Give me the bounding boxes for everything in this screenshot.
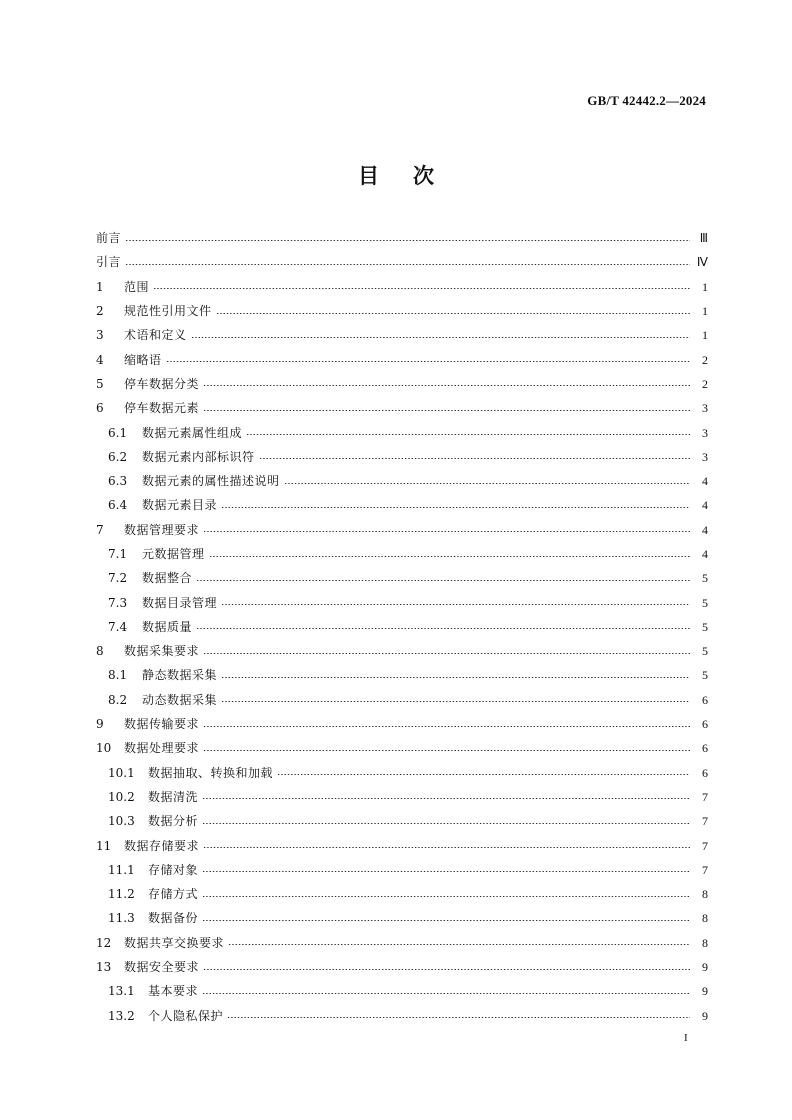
toc-entry-page: Ⅳ — [696, 255, 708, 270]
toc-dot-leader — [202, 798, 690, 799]
toc-entry[interactable] — [96, 542, 708, 566]
toc-entry[interactable] — [96, 615, 708, 639]
toc-dot-leader — [203, 653, 690, 654]
toc-entry-number: 6.2 — [108, 449, 128, 464]
toc-entry[interactable] — [96, 299, 708, 323]
toc-entry-label: 动态数据采集 — [142, 692, 218, 707]
toc-entry-number: 11.2 — [108, 887, 135, 902]
toc-entry-page: 8 — [702, 911, 708, 926]
toc-entry-page: 5 — [702, 571, 708, 586]
standard-number: GB/T 42442.2—2024 — [587, 93, 706, 108]
toc-entry[interactable] — [96, 396, 708, 420]
toc-entry-number: 11.3 — [108, 911, 135, 926]
toc-entry-label: 数据存储要求 — [124, 838, 200, 853]
toc-entry-label: 数据共享交换要求 — [124, 935, 225, 950]
toc-entry[interactable] — [96, 785, 708, 809]
toc-entry-number: 10.1 — [108, 765, 135, 780]
toc-entry[interactable] — [96, 809, 708, 833]
toc-entry-number: 2 — [96, 304, 104, 319]
toc-entry-label: 数据元素内部标识符 — [142, 449, 255, 464]
toc-entry[interactable] — [96, 979, 708, 1003]
toc-entry-page: 3 — [702, 425, 708, 440]
toc-entry-page: 8 — [702, 887, 708, 902]
toc-entry-label: 基本要求 — [148, 984, 199, 999]
toc-dot-leader — [202, 993, 690, 994]
toc-entry-page: 7 — [702, 789, 708, 804]
toc-entry-label: 元数据管理 — [142, 547, 205, 561]
toc-entry-label: 数据质量 — [142, 619, 193, 634]
toc-dot-leader — [166, 361, 690, 362]
toc-entry[interactable] — [96, 761, 708, 785]
toc-dot-leader — [203, 531, 690, 532]
toc-entry[interactable] — [96, 736, 708, 760]
toc-entry-label: 数据元素属性组成 — [142, 425, 243, 440]
toc-entry-page: 4 — [702, 522, 708, 537]
toc-entry-label: 个人隐私保护 — [148, 1008, 224, 1023]
toc-entry-page: 2 — [702, 376, 708, 391]
toc-dot-leader — [203, 410, 690, 411]
toc-dot-leader — [216, 313, 690, 314]
toc-dot-leader — [277, 774, 690, 775]
table-of-contents — [96, 226, 708, 1028]
toc-entry-number: 6.3 — [108, 474, 128, 489]
toc-entry-page: 5 — [702, 619, 708, 634]
toc-entry[interactable] — [96, 493, 708, 517]
toc-entry-page: 6 — [702, 765, 708, 780]
toc-entry[interactable] — [96, 347, 708, 371]
toc-entry-page: 9 — [702, 984, 708, 999]
toc-entry-page: 5 — [702, 644, 708, 659]
toc-entry-page: 7 — [702, 862, 708, 877]
toc-entry-page: 4 — [702, 547, 708, 561]
toc-entry-number: 6.4 — [108, 498, 128, 513]
toc-entry-number: 5 — [96, 376, 104, 391]
toc-entry[interactable] — [96, 226, 708, 250]
toc-entry[interactable] — [96, 639, 708, 663]
toc-entry-label: 数据目录管理 — [142, 595, 218, 610]
toc-entry-number: 11 — [96, 838, 112, 853]
toc-dot-leader — [202, 896, 690, 897]
toc-entry-number: 11.1 — [108, 862, 135, 877]
toc-entry-number: 7.1 — [108, 547, 128, 561]
toc-dot-leader — [221, 677, 690, 678]
toc-dot-leader — [228, 944, 690, 945]
toc-entry-page: Ⅲ — [699, 231, 708, 246]
toc-dot-leader — [202, 920, 690, 921]
toc-entry-label: 存储方式 — [148, 887, 199, 902]
toc-entry-label: 数据分析 — [148, 814, 199, 829]
toc-entry-label: 静态数据采集 — [142, 668, 218, 683]
toc-dot-leader — [259, 458, 690, 459]
toc-entry-number: 9 — [96, 717, 104, 732]
toc-entry-number: 8.2 — [108, 692, 128, 707]
toc-entry-number: 13.2 — [108, 1008, 135, 1023]
toc-dot-leader — [153, 288, 690, 289]
toc-dot-leader — [125, 264, 690, 265]
toc-entry-number: 8 — [96, 644, 104, 659]
toc-entry-number: 10 — [96, 741, 112, 756]
toc-dot-leader — [196, 580, 690, 581]
toc-entry-page: 6 — [702, 717, 708, 732]
toc-entry[interactable] — [96, 663, 708, 687]
toc-entry[interactable] — [96, 712, 708, 736]
page-title — [0, 160, 792, 190]
toc-dot-leader — [221, 604, 690, 605]
toc-entry-label: 数据管理要求 — [124, 522, 200, 537]
toc-entry[interactable] — [96, 275, 708, 299]
page-folio: I — [684, 1032, 688, 1044]
toc-entry-number: 8.1 — [108, 668, 128, 683]
toc-entry[interactable] — [96, 833, 708, 857]
toc-entry-number: 7.4 — [108, 619, 128, 634]
toc-entry-number: 6 — [96, 401, 104, 416]
toc-entry-page: 7 — [702, 838, 708, 853]
toc-entry-label: 数据清洗 — [148, 789, 199, 804]
toc-dot-leader — [191, 337, 690, 338]
toc-entry-number: 12 — [96, 935, 112, 950]
toc-entry-page: 1 — [702, 328, 708, 343]
toc-entry-page: 9 — [702, 1008, 708, 1023]
toc-entry-number: 4 — [96, 352, 104, 367]
toc-entry[interactable] — [96, 518, 708, 542]
toc-dot-leader — [202, 823, 690, 824]
toc-dot-leader — [227, 1017, 690, 1018]
toc-entry[interactable] — [96, 906, 708, 930]
toc-entry-page: 5 — [702, 668, 708, 683]
toc-entry[interactable] — [96, 469, 708, 493]
toc-entry-page: 9 — [702, 960, 708, 975]
toc-dot-leader — [221, 507, 690, 508]
toc-entry[interactable] — [96, 882, 708, 906]
toc-dot-leader — [202, 871, 690, 872]
toc-dot-leader — [203, 385, 690, 386]
toc-entry-label: 数据备份 — [148, 911, 199, 926]
toc-entry-number: 7 — [96, 522, 104, 537]
toc-entry-number: 3 — [96, 328, 104, 343]
toc-entry[interactable] — [96, 590, 708, 614]
toc-entry-page: 4 — [702, 474, 708, 489]
toc-entry-label: 数据元素的属性描述说明 — [142, 474, 280, 489]
toc-entry-label: 数据处理要求 — [124, 741, 200, 756]
toc-entry-page: 2 — [702, 352, 708, 367]
toc-entry-number: 1 — [96, 279, 104, 294]
toc-entry-number: 13 — [96, 960, 112, 975]
toc-entry[interactable] — [96, 372, 708, 396]
toc-entry-page: 1 — [702, 304, 708, 319]
toc-entry[interactable] — [96, 688, 708, 712]
toc-dot-leader — [246, 434, 690, 435]
toc-entry-page: 4 — [702, 498, 708, 513]
toc-entry-page: 5 — [702, 595, 708, 610]
toc-entry-number: 13.1 — [108, 984, 135, 999]
toc-entry[interactable] — [96, 420, 708, 444]
toc-entry-label: 数据传输要求 — [124, 717, 200, 732]
toc-entry-label: 存储对象 — [148, 862, 199, 877]
toc-entry-label: 数据元素目录 — [142, 498, 218, 513]
toc-entry-label: 数据整合 — [142, 571, 193, 586]
toc-dot-leader — [203, 969, 690, 970]
toc-entry[interactable] — [96, 323, 708, 347]
toc-entry-page: 1 — [702, 279, 708, 294]
toc-entry[interactable] — [96, 566, 708, 590]
toc-dot-leader — [203, 847, 690, 848]
toc-dot-leader — [221, 701, 690, 702]
toc-entry-page: 3 — [702, 401, 708, 416]
toc-entry-label: 数据安全要求 — [124, 960, 200, 975]
toc-entry-number: 10.3 — [108, 814, 135, 829]
toc-entry-label: 引言 — [96, 255, 122, 270]
toc-dot-leader — [125, 240, 690, 241]
toc-entry-page: 6 — [702, 692, 708, 707]
title-char-1: 目 — [358, 164, 379, 188]
toc-entry-number: 6.1 — [108, 425, 128, 440]
toc-dot-leader — [203, 750, 690, 751]
toc-entry-label: 数据抽取、转换和加载 — [148, 765, 274, 780]
toc-entry[interactable] — [96, 931, 708, 955]
toc-dot-leader — [203, 726, 690, 727]
toc-entry-page: 3 — [702, 449, 708, 464]
title-char-2: 次 — [413, 164, 434, 188]
toc-entry-page: 8 — [702, 935, 708, 950]
toc-dot-leader — [196, 628, 690, 629]
toc-entry-page: 6 — [702, 741, 708, 756]
toc-entry-number: 7.3 — [108, 595, 128, 610]
toc-entry[interactable] — [96, 858, 708, 882]
toc-entry-label: 规范性引用文件 — [124, 304, 212, 319]
toc-entry-label: 术语和定义 — [124, 328, 187, 343]
toc-entry-number: 7.2 — [108, 571, 128, 586]
toc-entry[interactable] — [96, 250, 708, 274]
toc-dot-leader — [209, 556, 690, 557]
toc-entry-label: 停车数据分类 — [124, 376, 200, 391]
toc-entry[interactable] — [96, 445, 708, 469]
toc-entry[interactable] — [96, 955, 708, 979]
toc-entry-label: 停车数据元素 — [124, 401, 200, 416]
toc-entry-page: 7 — [702, 814, 708, 829]
toc-entry-label: 数据采集要求 — [124, 644, 200, 659]
toc-entry-label: 前言 — [96, 231, 122, 246]
toc-entry[interactable] — [96, 1004, 708, 1028]
toc-entry-label: 范围 — [124, 279, 150, 294]
toc-dot-leader — [284, 483, 690, 484]
toc-entry-label: 缩略语 — [124, 352, 162, 367]
toc-entry-number: 10.2 — [108, 789, 135, 804]
